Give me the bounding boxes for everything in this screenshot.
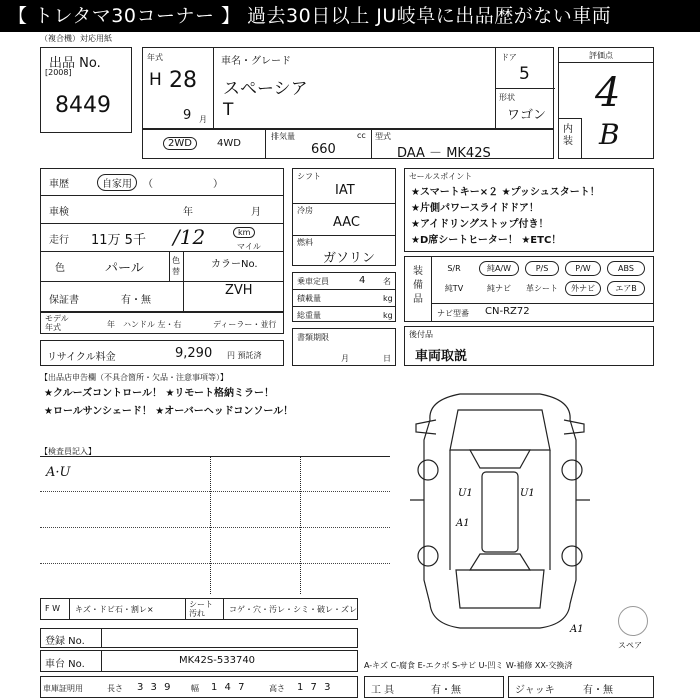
equipment-box [404,256,654,322]
condition-items: キズ・ドビ石・割レ× [75,605,154,614]
inspection-month: 月 [251,207,261,218]
score-label: 評価点 [589,51,613,60]
aftermarket-box [404,326,654,366]
equip-navi: 純ナビ [487,284,511,293]
mileage-mile: マイル [237,242,261,251]
score-box [558,47,654,159]
color-label: 色 [55,263,65,274]
damage-legend: A-キズ C-腐食 E-エクボ S-サビ U-凹ミ W-補修 XX-交換済 [364,661,573,670]
sales-line-1: ★スマートキー×２ ★プッシュスタート！ [411,187,600,198]
equipment-label: 装備品 [413,266,423,305]
recycle-label: リサイクル料金 [47,352,116,363]
equip-ps: P/S [525,261,559,276]
spec-row [142,129,554,159]
year-model-box [142,47,554,129]
warranty-label: 保証書 [49,295,79,306]
equip-abs: ABS [607,261,645,276]
cert-length-value: 3 3 9 [137,682,173,693]
load-unit: kg [383,294,393,303]
lot-box [40,47,132,133]
lot-number: 8449 [55,93,111,118]
cert-width-value: 1 4 7 [211,682,247,693]
mid-specs [292,168,396,266]
ac-value: AAC [333,215,360,230]
capacity-label: 乗車定員 [297,277,329,286]
notes-label: 【出品店申告欄（不具合箇所・欠品・注意事項等）】 [40,373,228,382]
spare-tire-icon [618,606,648,636]
navi-label: ナビ型番 [437,309,469,318]
shape-value: ワゴン [507,108,547,123]
doors-label: ドア [501,53,517,62]
history-paren: （ ） [143,179,223,190]
shift-value: IAT [335,183,355,198]
chassis-row [40,650,358,672]
score-value: 4 [595,70,621,116]
cert-length-label: 長さ [107,684,123,693]
interior-label: 内装 [563,124,573,147]
sales-label: セールスポイント [409,172,473,181]
model-code-label: 型式 [375,132,391,141]
mileage-value: 11万 5千 [91,233,146,248]
recycle-row [40,340,284,366]
lot-label: 出品 No. [49,56,101,71]
year-month: 9 [183,108,192,123]
damage-mark-3: U1 [520,488,535,499]
info-table [40,168,284,312]
color-repaint: 色替 [172,256,180,276]
model-info-dealer: ディーラー・並行 [213,320,277,329]
color-value: パール [105,261,144,276]
spare-label: スペア [618,641,642,650]
year-value: 28 [169,68,197,93]
sales-line-3: ★アイドリングストップ付き！ [411,219,549,230]
sales-box [404,168,654,252]
equip-alloy: 純A/W [479,261,519,276]
equip-ext-navi: 外ナビ [565,281,601,296]
condition-fw: F W [45,604,61,613]
condition-row [40,598,358,620]
banner-title: 【 トレタマ30コーナー 】 過去30日以上 JU岐阜に出品歴がない車両 [0,0,700,32]
cert-width-label: 幅 [191,684,199,693]
mileage-handwritten: /12 [173,225,206,249]
displacement-unit: cc [357,131,366,140]
docs-label: 書類期限 [297,333,329,342]
history-label: 車歴 [49,179,69,190]
displacement-label: 排気量 [271,132,295,141]
model-info-label: モデル年式 [45,314,69,332]
recycle-unit: 円 預託済 [227,351,262,360]
sales-line-2: ★片側パワースライドドア！ [411,203,539,214]
equip-pw: P/W [565,261,601,276]
equip-airbag: エアB [607,281,645,296]
model-code-value: DAA － MK42S [397,146,491,161]
drive-selected: 2WD [163,137,197,150]
damage-mark-1: U1 [458,488,473,499]
ac-label: 冷房 [297,206,313,215]
condition-seat-items: コゲ・穴・汚レ・シミ・破レ・ズレ [229,605,357,614]
chassis-value: MK42S-533740 [179,655,256,666]
model-grade: T [223,100,234,120]
doors-value: 5 [519,64,530,84]
subheader: （複合機）対応用紙 [40,34,112,43]
car-diagram [400,380,600,640]
model-info-row [40,312,284,334]
year-month-unit: 月 [199,115,207,124]
lot-year-tag: [2008] [45,68,72,77]
year-era: H [149,70,162,90]
drive-other: 4WD [217,138,241,149]
registration-label: 登録 No. [45,636,85,647]
year-label: 年式 [147,53,163,62]
model-info-year: 年 [107,320,115,329]
weight-unit: kg [383,311,393,320]
registration-row [40,628,358,648]
condition-seat-label: シート汚れ [189,600,213,618]
cert-height-label: 高さ [269,684,285,693]
color-code: ZVH [225,283,253,298]
cert-row [40,676,358,698]
displacement-value: 660 [311,142,336,157]
notes-line-2: ★ロールサンシェード！ ★オーバーヘッドコンソール！ [44,406,294,417]
interior-value: B [599,118,620,151]
docs-month: 月 [341,354,349,363]
inspector-box [40,456,390,594]
capacity-unit: 名 [383,277,391,286]
tools-label: 工 具 [371,685,395,696]
sales-line-4: ★D席シートヒーター！ ★ETC！ [411,235,562,246]
inspector-note: A·U [46,465,71,480]
navi-value: CN-RZ72 [485,306,530,317]
inspector-heading: 【検査員記入】 [40,447,96,456]
inspection-year: 年 [183,207,193,218]
aftermarket-label: 後付品 [409,330,433,339]
history-value: 自家用 [97,174,137,191]
warranty-value: 有・無 [121,295,151,306]
jack-row [508,676,654,698]
tools-value: 有・無 [431,685,461,696]
cert-height-value: 1 7 3 [297,682,333,693]
model-info-handle: ハンドル 左・右 [123,320,182,329]
equip-leather: 革シート [526,284,558,293]
model-label: 車名・グレード [221,56,291,67]
docs-day: 日 [383,354,391,363]
weight-label: 総重量 [297,311,321,320]
jack-value: 有・無 [583,685,613,696]
mileage-km: km [233,227,255,238]
shift-label: シフト [297,172,321,181]
mileage-label: 走行 [49,235,69,246]
color-code-label: カラーNo. [211,259,258,270]
shape-label: 形状 [499,93,515,102]
damage-mark-4: A1 [570,624,584,635]
model-name: スペーシア [223,79,308,99]
docs-box [292,328,396,366]
load-label: 積載量 [297,294,321,303]
capacity-table [292,272,396,322]
equip-tv: 純TV [444,284,464,293]
fuel-label: 燃料 [297,238,313,247]
recycle-value: 9,290 [175,346,213,361]
jack-label: ジャッキ [515,685,555,696]
tools-row [364,676,504,698]
inspection-label: 車検 [49,207,69,218]
capacity-value: 4 [359,275,366,286]
aftermarket-value: 車両取説 [415,349,468,364]
notes-line-1: ★クルーズコントロール！ ★リモート格納ミラー！ [44,388,275,399]
damage-mark-2: A1 [456,518,470,529]
equip-sr: S/R [447,264,461,273]
cert-label: 車庫証明用 [43,684,83,693]
chassis-label: 車台 No. [45,659,85,670]
fuel-value: ガソリン [323,251,376,266]
